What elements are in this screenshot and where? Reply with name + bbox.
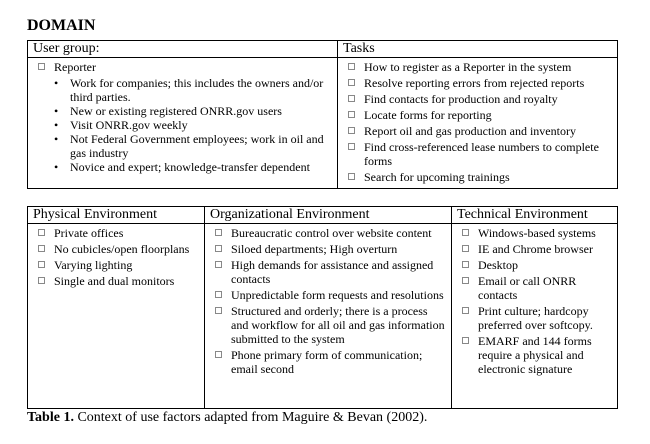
caption-label: Table 1.: [27, 410, 74, 425]
bullet-item: • Visit ONRR.gov weekly: [54, 118, 337, 132]
organizational-text: Structured and orderly; there is a process and workflow for all oil and gas information submitted to the system: [231, 304, 445, 346]
tasks-header: Tasks: [338, 41, 618, 58]
checkbox-icon: [348, 63, 355, 70]
caption-text: Context of use factors adapted from Maguire & Bevan (2002).: [73, 410, 428, 425]
checkbox-icon: [215, 351, 222, 358]
task-item: [348, 170, 613, 184]
checkbox-icon: [348, 79, 355, 86]
organizational-text: Siloed departments; High overturn: [231, 242, 398, 256]
physical-text: Single and dual monitors: [54, 274, 175, 288]
checkbox-icon: [462, 277, 469, 284]
checkbox-icon: [462, 245, 469, 252]
checkbox-icon: [462, 229, 469, 236]
organizational-item: [215, 226, 447, 240]
checkbox-icon: [348, 111, 355, 118]
table-caption: [27, 410, 427, 426]
checkbox-icon: [215, 261, 222, 268]
task-text: Locate forms for reporting: [364, 108, 492, 122]
organizational-item: [215, 304, 447, 346]
task-text: Resolve reporting errors from rejected reports: [364, 76, 585, 90]
technical-item: [462, 274, 613, 302]
checkbox-icon: [38, 245, 45, 252]
technical-text: Email or call ONRR contacts: [478, 274, 577, 302]
task-text: Search for upcoming trainings: [364, 170, 510, 184]
physical-text: Private offices: [54, 226, 124, 240]
physical-item: [38, 274, 200, 288]
technical-env-cell: [452, 224, 618, 409]
technical-text: Print culture; hardcopy preferred over softcopy.: [478, 304, 593, 332]
bullet-item: • New or existing registered ONRR.gov users: [54, 104, 337, 118]
physical-text: Varying lighting: [54, 258, 133, 272]
physical-item: [38, 226, 200, 240]
checkbox-icon: [462, 261, 469, 268]
physical-item: [38, 242, 200, 256]
checkbox-icon: [215, 229, 222, 236]
organizational-text: High demands for assistance and assigned contacts: [231, 258, 434, 286]
checkbox-icon: [38, 261, 45, 268]
bullet-item: • Not Federal Government employees; work in oil and gas industry: [54, 132, 337, 160]
checkbox-icon: [348, 143, 355, 150]
technical-item: [462, 304, 613, 332]
checkbox-icon: [462, 337, 469, 344]
technical-text: EMARF and 144 forms require a physical and electronic signature: [478, 334, 592, 376]
technical-text: Desktop: [478, 258, 518, 272]
technical-env-header: Technical Environment: [452, 207, 618, 224]
organizational-text: Unpredictable form requests and resolutions: [231, 288, 444, 302]
tasks-cell: [338, 58, 618, 189]
task-item: [348, 92, 613, 106]
domain-heading: DOMAIN: [27, 17, 96, 34]
user-group-label: Reporter: [54, 60, 96, 74]
technical-text: IE and Chrome browser: [478, 242, 593, 256]
technical-item: [462, 334, 613, 376]
technical-item: [462, 258, 613, 272]
checkbox-icon: [38, 277, 45, 284]
user-group-cell: [28, 58, 338, 189]
checkbox-icon: [215, 245, 222, 252]
organizational-item: [215, 348, 447, 376]
user-group-header: User group:: [28, 41, 338, 58]
task-text: How to register as a Reporter in the system: [364, 60, 572, 74]
checkbox-icon: [38, 63, 45, 70]
user-group-tasks-table: [27, 40, 618, 189]
checkbox-icon: [38, 229, 45, 236]
task-item: [348, 108, 613, 122]
bullet-item: • Novice and expert; knowledge-transfer dependent: [54, 160, 337, 174]
physical-text: No cubicles/open floorplans: [54, 242, 190, 256]
organizational-item: [215, 288, 447, 302]
physical-item: [38, 258, 200, 272]
task-item: [348, 60, 613, 74]
checkbox-icon: [348, 173, 355, 180]
organizational-env-header: Organizational Environment: [205, 207, 452, 224]
user-group-item: [38, 60, 333, 74]
organizational-text: Bureaucratic control over website content: [231, 226, 432, 240]
environment-table: [27, 206, 618, 409]
user-group-bullet-list: [28, 76, 337, 174]
physical-env-header: Physical Environment: [28, 207, 205, 224]
task-text: Find contacts for production and royalty: [364, 92, 558, 106]
task-item: [348, 140, 613, 168]
checkbox-icon: [462, 307, 469, 314]
checkbox-icon: [215, 307, 222, 314]
bullet-item: • Work for companies; this includes the owners and/or third parties.: [54, 76, 337, 104]
checkbox-icon: [215, 291, 222, 298]
technical-item: [462, 226, 613, 240]
checkbox-icon: [348, 95, 355, 102]
organizational-item: [215, 258, 447, 286]
task-text: Find cross-referenced lease numbers to complete forms: [364, 140, 599, 168]
organizational-env-cell: [205, 224, 452, 409]
checkbox-icon: [348, 127, 355, 134]
technical-text: Windows-based systems: [478, 226, 596, 240]
physical-env-cell: [28, 224, 205, 409]
task-item: [348, 76, 613, 90]
organizational-item: [215, 242, 447, 256]
organizational-text: Phone primary form of communication; email second: [231, 348, 423, 376]
task-text: Report oil and gas production and inventory: [364, 124, 576, 138]
technical-item: [462, 242, 613, 256]
task-item: [348, 124, 613, 138]
